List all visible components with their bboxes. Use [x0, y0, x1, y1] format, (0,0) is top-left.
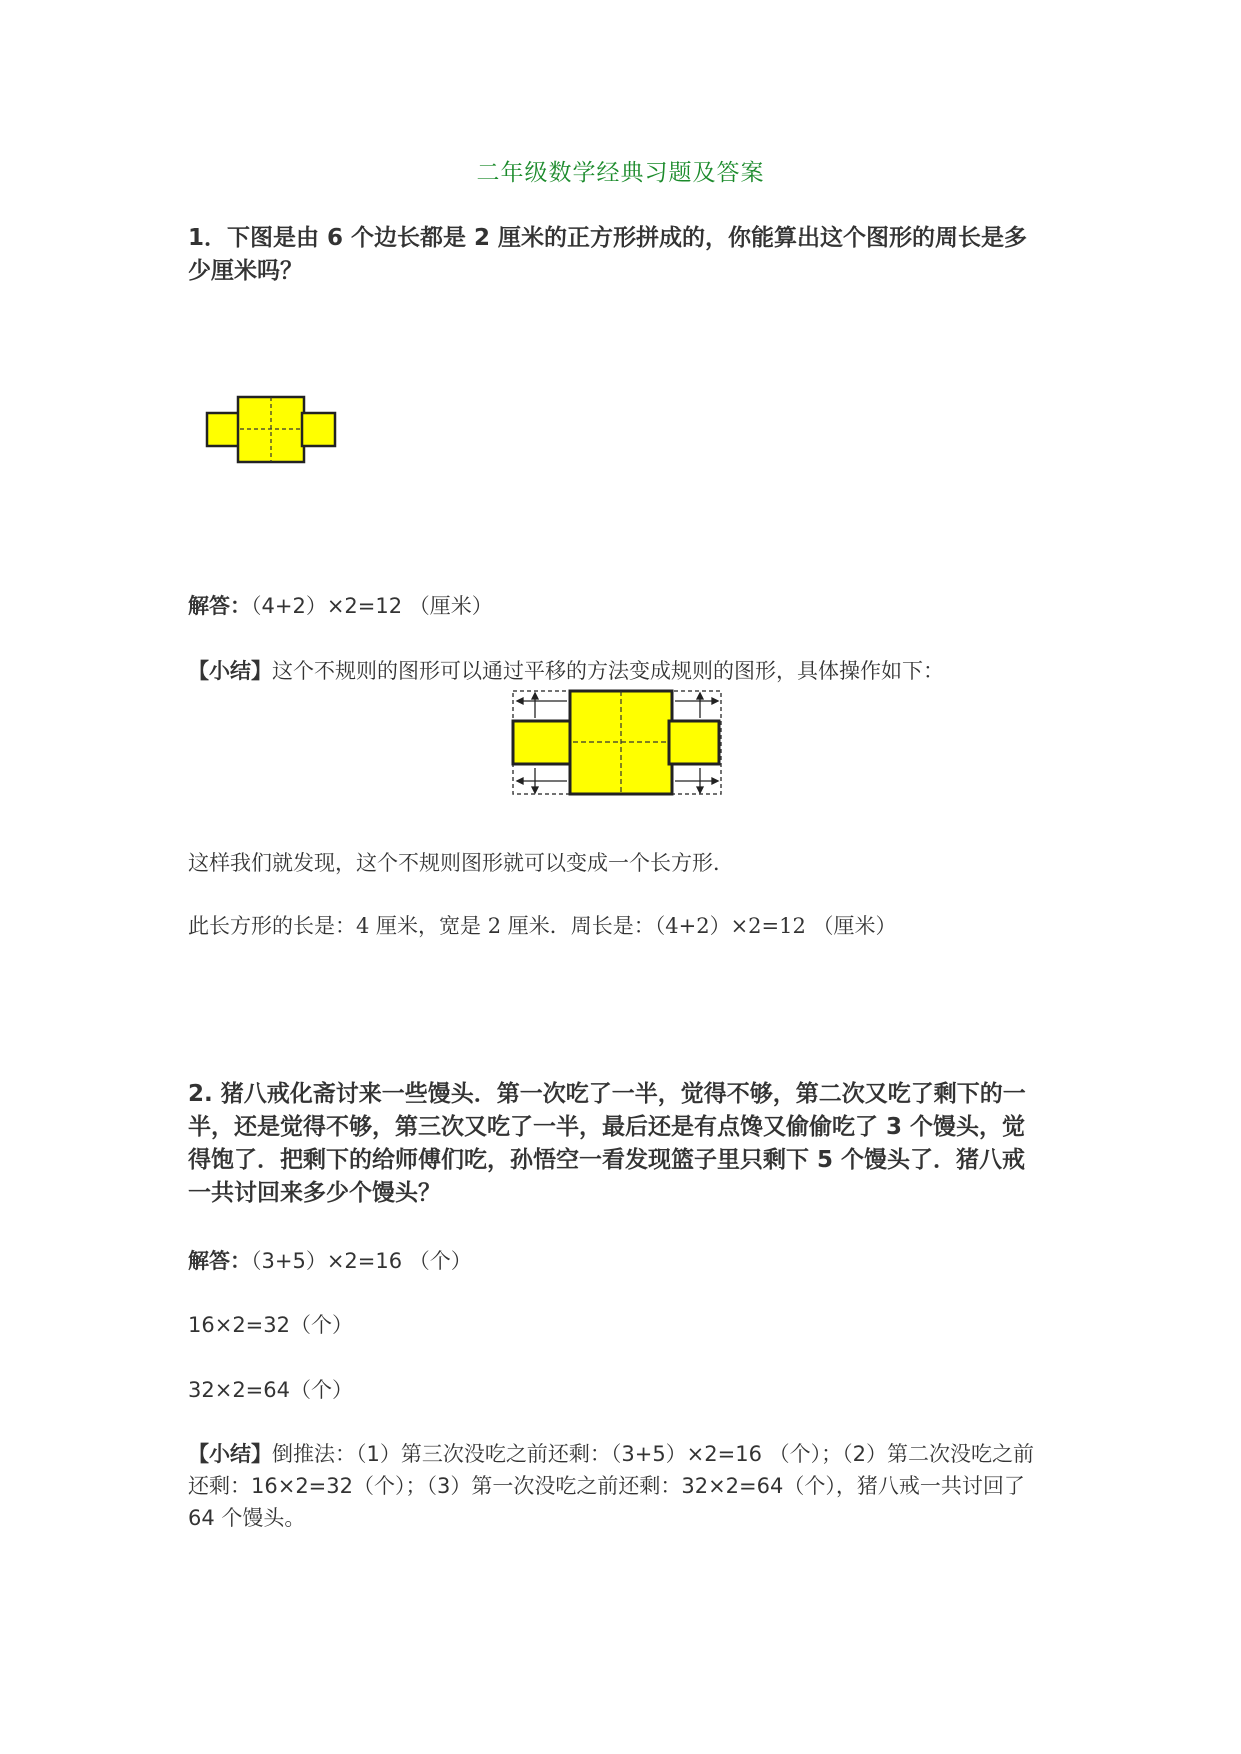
summary-2-label: 【小结】 [188, 1442, 272, 1466]
q1-line-2: 此长方形的长是：4 厘米，宽是 2 厘米．周长是：（4+2）×2=12 （厘米） [188, 914, 897, 938]
answer-2-line [188, 1245, 1068, 1277]
question-2: 2. 猪八戒化斋讨来一些馒头．第一次吃了一半，觉得不够，第二次又吃了剩下的一半，还是觉得不够，第三次又吃了一半，最后还是有点馋又偷偷吃了 3 个馒头，觉得饱了．把剩下的给师傅们吃，孙悟空一看发现篮子里只剩下 5 个馒头了．猪八戒一共讨回来多少个馒头？ [188, 1081, 1026, 1206]
summary-2-block [188, 1438, 1048, 1534]
cross-shape-figure [200, 380, 360, 475]
answer-2-text: （3+5）×2=16 （个） [251, 1249, 472, 1273]
summary-1-label: 【小结】 [188, 658, 272, 683]
answer-2-step-2: 16×2=32（个） [188, 1313, 353, 1337]
summary-2-text: 倒推法：（1）第三次没吃之前还剩：（3+5）×2=16 （个）；（2）第二次没吃之前还剩：16×2=32（个）；（3）第一次没吃之前还剩：32×2=64（个），猪八戒一共讨回了 64 个馒头。 [188, 1442, 1034, 1530]
question-1: 1．下图是由 6 个边长都是 2 厘米的正方形拼成的，你能算出这个图形的周长是多少厘米吗？ [188, 225, 1028, 284]
answer-1-text: （4+2）×2=12 （厘米） [251, 594, 493, 618]
summary-1-text: 这个不规则的图形可以通过平移的方法变成规则的图形，具体操作如下： [272, 659, 944, 683]
summary-1-line [188, 655, 1068, 687]
answer-1-line [188, 590, 1068, 622]
answer-2-step-3: 32×2=64（个） [188, 1378, 353, 1402]
q1-line-1: 这样我们就发现，这个不规则图形就可以变成一个长方形． [188, 851, 734, 875]
answer-2-label: 解答： [188, 1249, 251, 1273]
translation-diagram [505, 688, 745, 803]
document-title: 二年级数学经典习题及答案 [476, 160, 765, 186]
answer-1-label: 解答： [188, 594, 251, 618]
